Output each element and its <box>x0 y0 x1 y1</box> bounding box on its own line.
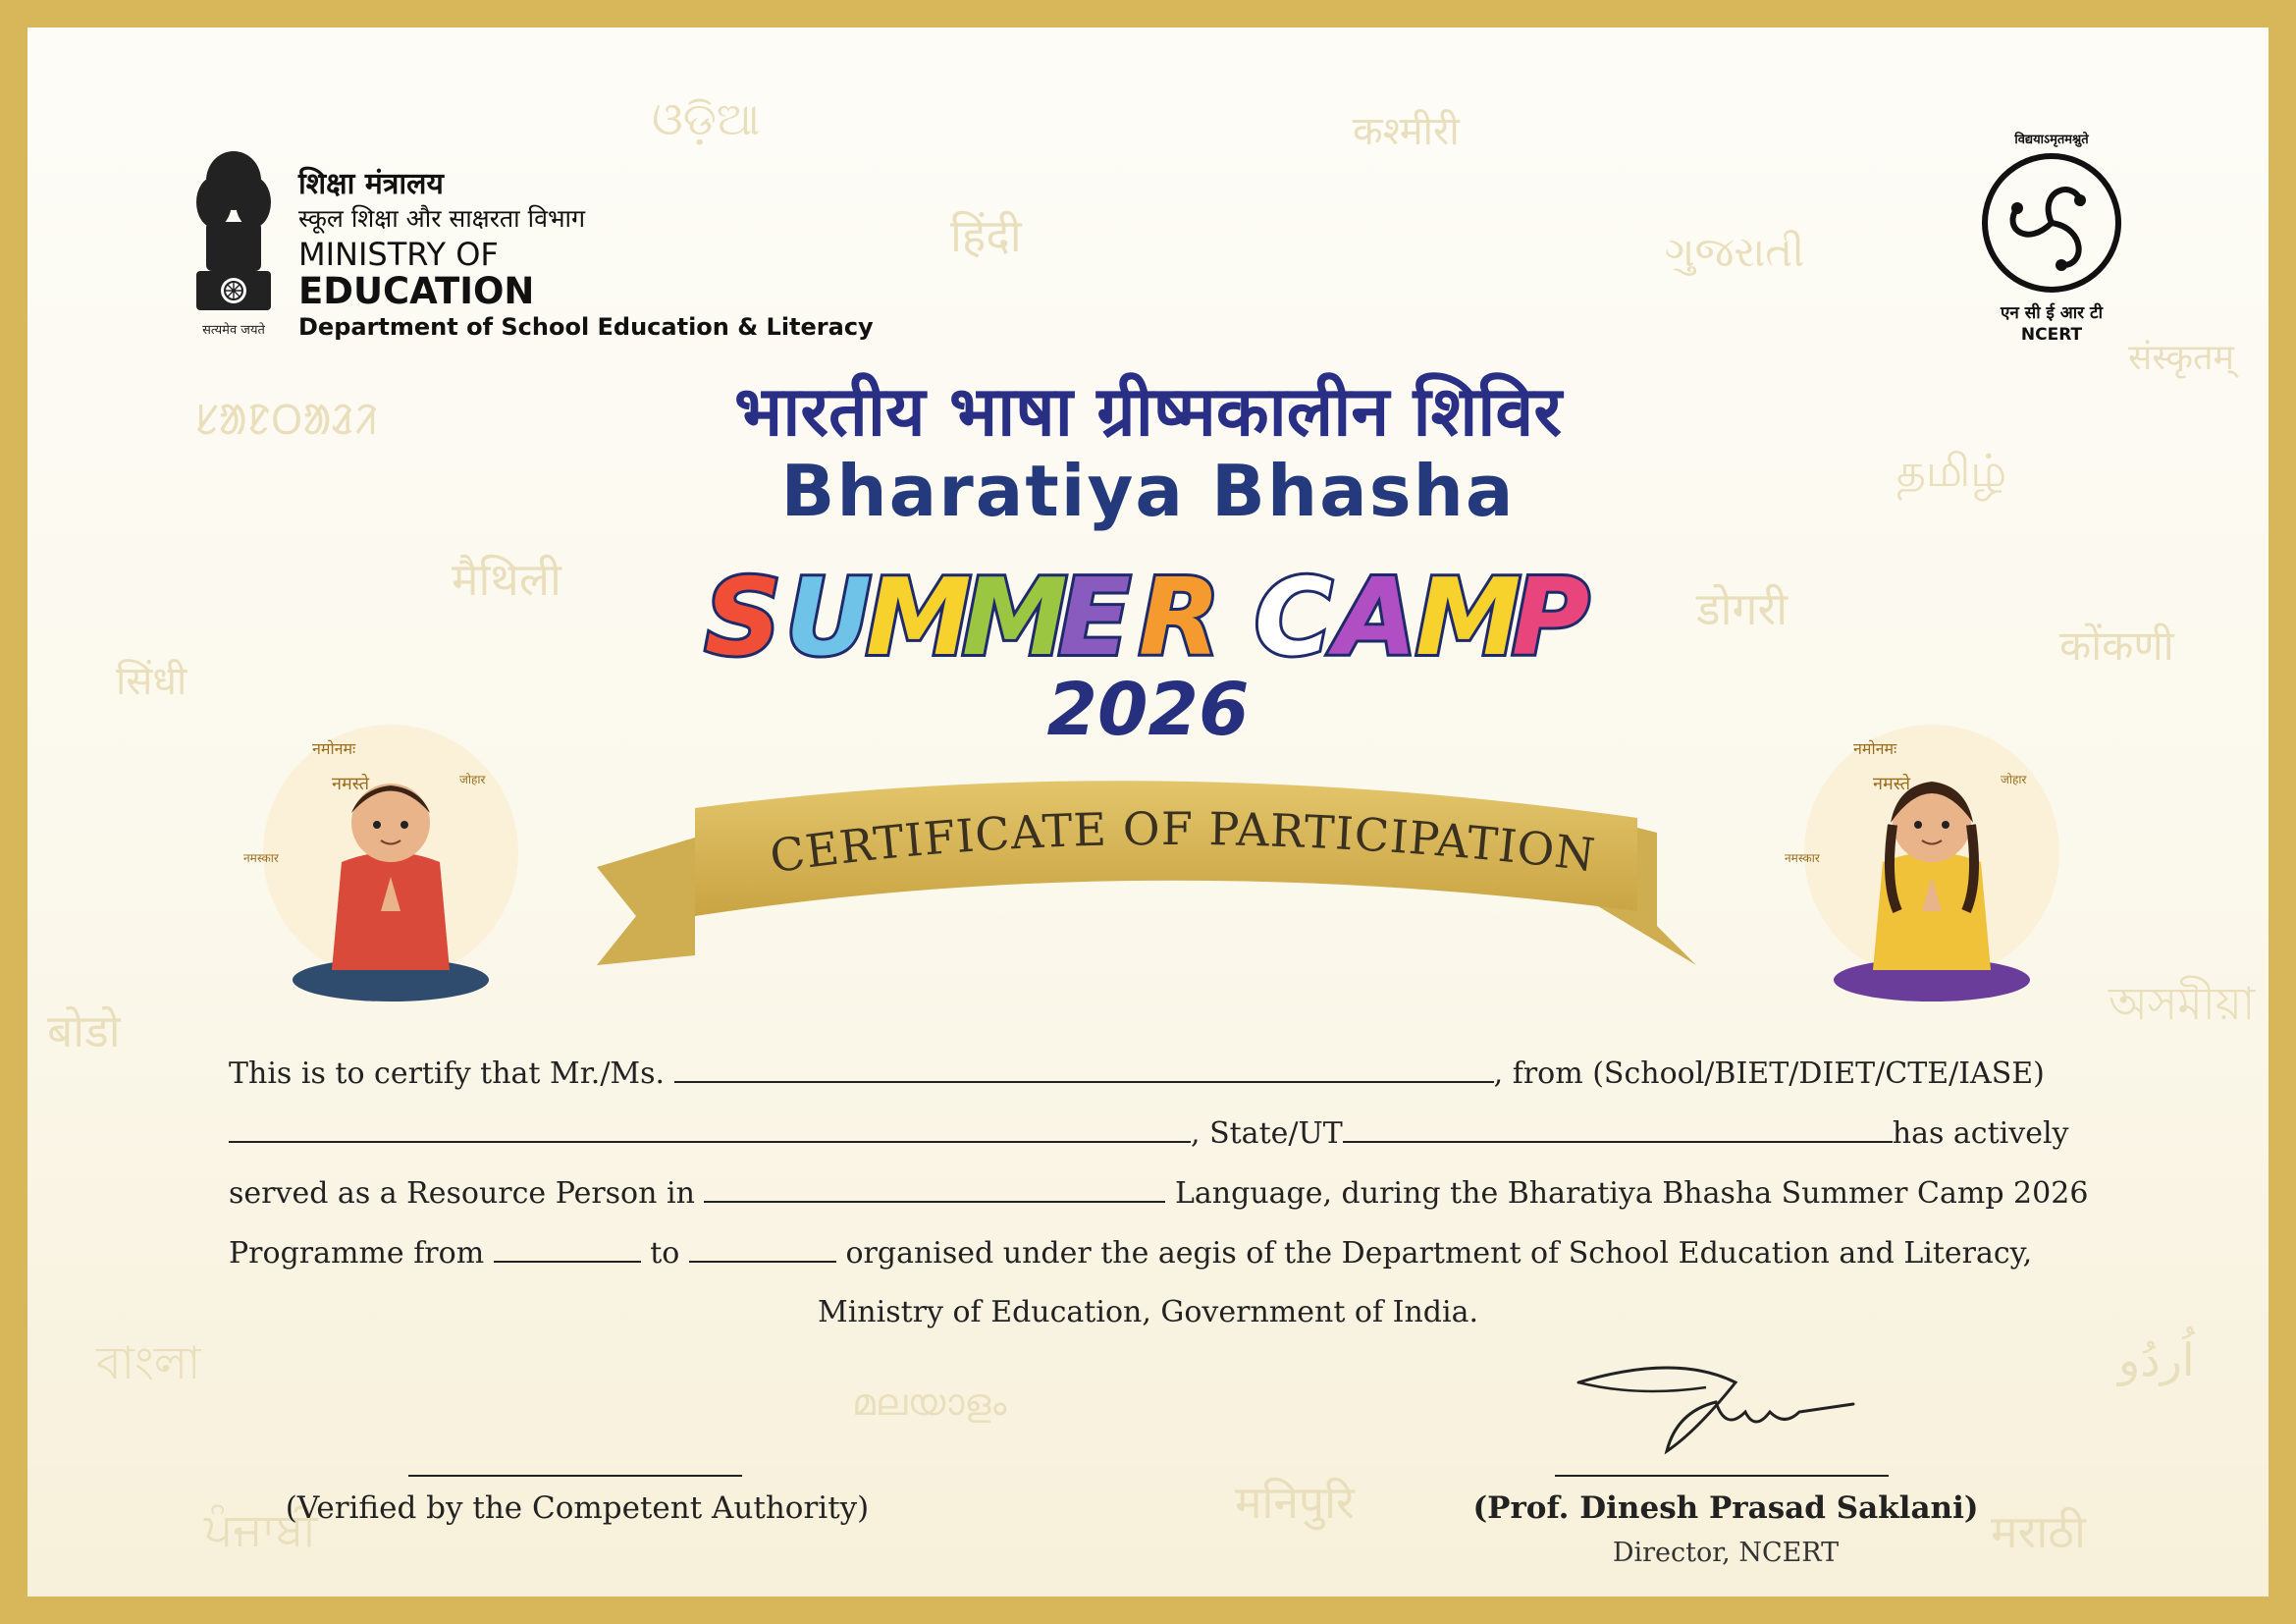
body-line-1-b: , from (School/BIET/DIET/CTE/IASE) <box>1493 1056 2045 1091</box>
ncert-name-hindi: एन सी ई आर टी <box>2000 303 2104 323</box>
ministry-text <box>298 167 874 344</box>
summer-camp-letter: C <box>1255 557 1333 676</box>
ncert-motto: विद्ययाऽमृतमश्नुते <box>2014 133 2089 147</box>
girl-greeting-2: नमस्ते <box>1873 774 1911 794</box>
ribbon-left-tail <box>597 838 695 965</box>
ministry-block <box>185 143 891 350</box>
body-line-3-b: Language, during the Bharatiya Bhasha Summer Camp 2026 <box>1174 1176 2089 1211</box>
girl-greeting-1: नमोनमः <box>1853 739 1897 758</box>
ministry-english-line2: EDUCATION <box>298 270 535 312</box>
title-english: Bharatiya Bhasha <box>780 450 1516 532</box>
watermark-odia: ଓଡ଼ିଆ <box>652 92 761 145</box>
institution-blank[interactable] <box>229 1113 1191 1143</box>
boy-greeting-2: नमस्ते <box>332 774 370 794</box>
summer-camp-letter: P <box>1512 557 1590 676</box>
ministry-english-line1: MINISTRY OF <box>298 236 499 273</box>
body-line-3-a: served as a Resource Person in <box>229 1176 695 1211</box>
body-line-1 <box>229 1054 2067 1093</box>
ministry-english-dept: Department of School Education & Literacy <box>298 313 874 341</box>
watermark-urdu: اُردُو <box>2118 1333 2195 1386</box>
watermark-punjabi: ਪੰਜਾਬੀ <box>204 1502 318 1555</box>
watermark-kashmiri: कश्मीरी <box>1353 109 1460 154</box>
watermark-santali: ᱥᱟᱱᱛᱟᱲᱤ <box>194 396 378 444</box>
watermark-sindhi: सिंधी <box>116 659 187 704</box>
verifier-signature-line <box>408 1475 742 1477</box>
girl-greeting-3: नमस्कार <box>1785 851 1820 865</box>
watermark-hindi: हिंदी <box>950 209 1022 262</box>
watermark-sanskrit: संस्कृतम् <box>2128 338 2235 378</box>
watermark-bodo: बोडो <box>47 1004 121 1057</box>
body-line-2-b: has actively <box>1892 1116 2069 1151</box>
body-line-5: Ministry of Education, Government of India. <box>817 1295 1479 1329</box>
to-date-blank[interactable] <box>689 1233 836 1263</box>
body-line-4-c: organised under the aegis of the Department of School Education and Literacy, <box>845 1236 2033 1271</box>
certificate-ribbon <box>558 759 1735 985</box>
watermark-maithili: मैथिली <box>452 553 561 606</box>
girl-greeting-4: जोहार <box>2001 773 2027 786</box>
boy-illustration <box>234 715 548 1009</box>
summer-camp-title <box>695 548 1618 676</box>
body-line-2 <box>229 1113 2067 1153</box>
director-signature <box>1559 1343 1893 1471</box>
girl-illustration <box>1775 715 2089 1009</box>
verifier-label: (Verified by the Competent Authority) <box>285 1490 870 1526</box>
summer-camp-letter: E <box>1058 557 1131 676</box>
boy-greeting-3: नमस्कार <box>243 851 279 865</box>
ministry-hindi-title: शिक्षा मंत्रालय <box>298 167 444 201</box>
watermark-manipuri: मनिपुरि <box>1235 1476 1355 1529</box>
ribbon-text: CERTIFICATE OF PARTICIPATION <box>767 801 1599 884</box>
title-hindi: भारतीय भाषा ग्रीष्मकालीन शिविर <box>734 371 1562 452</box>
summer-camp-letter: M <box>962 557 1068 676</box>
watermark-bangla: বাংলা <box>96 1336 201 1389</box>
name-blank[interactable] <box>674 1054 1494 1083</box>
body-line-4-b: to <box>650 1236 680 1271</box>
language-blank[interactable] <box>704 1173 1165 1203</box>
body-line-4 <box>229 1233 2067 1272</box>
watermark-malayalam: മലയാളം <box>852 1380 1007 1424</box>
watermark-tamil: தமிழ் <box>1896 444 2007 497</box>
summer-camp-letter: S <box>705 557 781 676</box>
title-year: 2026 <box>1046 668 1250 752</box>
boy-greeting-4: जोहार <box>459 773 486 786</box>
ncert-name-english: NCERT <box>2020 325 2083 345</box>
national-emblem-icon <box>185 143 283 340</box>
director-title: Director, NCERT <box>1612 1538 1840 1568</box>
body-line-2-a: , State/UT <box>1191 1116 1343 1151</box>
watermark-assamese: অসমীয়া <box>2109 977 2256 1030</box>
boy-greeting-1: नमोनमः <box>312 739 356 758</box>
summer-camp-letter: M <box>1415 557 1522 676</box>
from-date-blank[interactable] <box>494 1233 641 1263</box>
body-line-3 <box>229 1173 2089 1213</box>
certificate-paper <box>27 27 2269 1597</box>
watermark-gujarati: ગુજરાતી <box>1665 228 1805 276</box>
director-signature-line <box>1555 1475 1889 1477</box>
ncert-emblem-icon <box>1978 149 2125 297</box>
watermark-dogri: डोगरी <box>1696 582 1789 635</box>
emblem-motto: सत्यमेव जयते <box>202 323 265 338</box>
director-name: (Prof. Dinesh Prasad Saklani) <box>1472 1490 1979 1526</box>
summer-camp-letter: A <box>1335 557 1417 676</box>
summer-camp-letter: M <box>866 557 972 676</box>
ncert-name <box>1944 302 2160 346</box>
watermark-marathi: मराठी <box>1991 1505 2086 1558</box>
summer-camp-letter: U <box>785 557 872 676</box>
summer-camp-letter: R <box>1139 557 1221 676</box>
body-line-1-a: This is to certify that Mr./Ms. <box>229 1056 666 1091</box>
body-line-4-a: Programme from <box>229 1236 485 1271</box>
ministry-hindi-dept: स्कूल शिक्षा और साक्षरता विभाग <box>298 204 586 233</box>
watermark-konkani: कोंकणी <box>2059 622 2174 670</box>
state-blank[interactable] <box>1343 1113 1893 1143</box>
ncert-logo <box>1944 130 2160 365</box>
